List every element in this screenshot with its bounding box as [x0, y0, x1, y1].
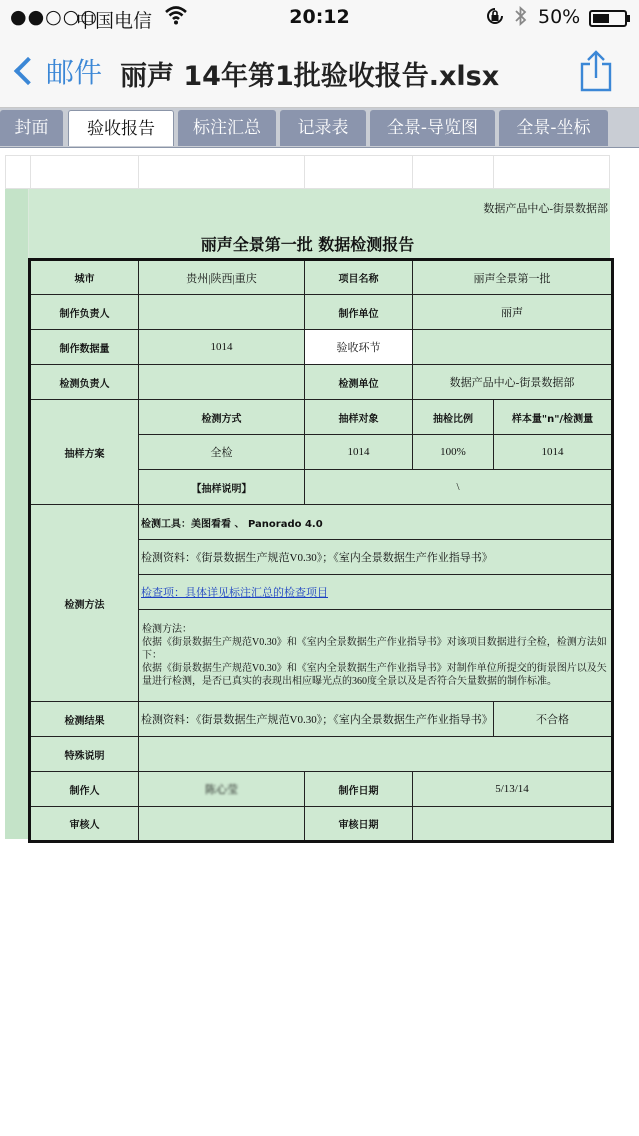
table-row	[30, 807, 613, 842]
tab-annotation-summary[interactable]: 标注汇总	[178, 110, 276, 146]
sheet-tabs	[0, 108, 639, 148]
cell-sampling-label[interactable]: 抽样方案	[30, 400, 139, 505]
cell-review-date-value[interactable]	[413, 807, 613, 842]
cell-method-value[interactable]: 全检	[139, 435, 305, 470]
cell-check-unit-label[interactable]: 检测单位	[305, 365, 413, 400]
inspection-items-link[interactable]: 检查项：具体详见标注汇总的检查项目	[139, 575, 613, 610]
cell-result-value[interactable]: 不合格	[494, 702, 613, 737]
table-row	[30, 260, 613, 295]
rotation-lock-icon	[484, 5, 506, 32]
cell-maker-unit-value[interactable]: 丽声	[413, 295, 613, 330]
document-title: 丽声 14年第1批验收报告.xlsx	[120, 61, 500, 92]
nav-bar	[0, 36, 639, 108]
cell-object-value[interactable]: 1014	[305, 435, 413, 470]
tab-record-table[interactable]: 记录表	[280, 110, 366, 146]
cell-date-label[interactable]: 制作日期	[305, 772, 413, 807]
cell-maker-unit-label[interactable]: 制作单位	[305, 295, 413, 330]
tab-panorama-overview[interactable]: 全景-导览图	[370, 110, 495, 146]
header-grid	[5, 155, 610, 189]
cell-project-value[interactable]: 丽声全景第一批	[413, 260, 613, 295]
back-button[interactable]	[12, 50, 102, 92]
cell-result-label[interactable]: 检测结果	[30, 702, 139, 737]
cell-check-unit-value[interactable]: 数据产品中心-街景数据部	[413, 365, 613, 400]
share-icon[interactable]	[578, 50, 614, 92]
cell-detect-method-label[interactable]: 检测方法	[30, 505, 139, 702]
report-title: 丽声全景第一批 数据检测报告	[200, 235, 415, 254]
cell-ratio-header[interactable]: 抽检比例	[413, 400, 494, 435]
back-label: 邮件	[46, 56, 103, 89]
cell-data-count-label[interactable]: 制作数据量	[30, 330, 139, 365]
cell-check-lead-value[interactable]	[139, 365, 305, 400]
battery-percent: 50%	[538, 6, 581, 28]
clock: 20:12	[289, 6, 350, 28]
tab-panorama-coords[interactable]: 全景-坐标	[499, 110, 608, 146]
cell-author-value[interactable]	[139, 772, 305, 807]
table-row	[30, 702, 613, 737]
cell-maker-lead-value[interactable]	[139, 295, 305, 330]
cell-check-lead-label[interactable]: 检测负责人	[30, 365, 139, 400]
cell-review-date-label[interactable]: 审核日期	[305, 807, 413, 842]
cell-author-label[interactable]: 制作人	[30, 772, 139, 807]
department-label: 数据产品中心-街景数据部	[483, 203, 608, 215]
cell-tools[interactable]: 检测工具：美图看看 、 Panorado 4.0	[139, 505, 613, 540]
cell-project-label[interactable]: 项目名称	[305, 260, 413, 295]
cell-result-materials[interactable]: 检测资料：《街景数据生产规范V0.30》；《室内全景数据生产作业指导书》	[139, 702, 494, 737]
cell-city-label[interactable]: 城市	[30, 260, 139, 295]
table-row	[30, 365, 613, 400]
cell-stage-value[interactable]	[413, 330, 613, 365]
table-row	[30, 737, 613, 772]
table-row	[30, 772, 613, 807]
table-row	[30, 505, 613, 540]
method-text-line: 依据《街景数据生产规范V0.30》和《室内全景数据生产作业指导书》对该项目数据进行全检，检测方法如下：	[142, 637, 607, 661]
cell-ratio-value[interactable]: 100%	[413, 435, 494, 470]
cell-special-label[interactable]: 特殊说明	[30, 737, 139, 772]
tab-cover[interactable]: 封面	[0, 110, 63, 146]
cell-date-value[interactable]: 5/13/14	[413, 772, 613, 807]
cell-materials[interactable]: 检测资料：《街景数据生产规范V0.30》；《室内全景数据生产作业指导书》	[139, 540, 613, 575]
method-text-line: 检测方法：	[142, 624, 192, 635]
report-table	[28, 258, 614, 843]
spreadsheet[interactable]	[5, 155, 610, 839]
cell-maker-lead-label[interactable]: 制作负责人	[30, 295, 139, 330]
carrier-name: 中国电信	[76, 10, 153, 32]
table-row	[30, 295, 613, 330]
status-bar	[0, 0, 639, 36]
cell-special-value[interactable]	[139, 737, 613, 772]
cell-object-header[interactable]: 抽样对象	[305, 400, 413, 435]
cell-sample-value[interactable]: 1014	[494, 435, 613, 470]
tab-acceptance-report[interactable]: 验收报告	[68, 110, 174, 146]
cell-method-text[interactable]	[139, 610, 613, 702]
author-name: 陈心莹	[205, 784, 238, 796]
cell-method-header[interactable]: 检测方式	[139, 400, 305, 435]
cell-sample-header[interactable]: 样本量"n"/检测量	[494, 400, 613, 435]
cell-sampling-note-label[interactable]: 【抽样说明】	[139, 470, 305, 505]
cell-data-count-value[interactable]: 1014	[139, 330, 305, 365]
chevron-left-icon	[14, 57, 42, 85]
table-row	[30, 330, 613, 365]
bluetooth-icon	[513, 5, 529, 32]
table-row	[30, 400, 613, 435]
signal-strength: ●●○○○	[10, 6, 98, 28]
cell-stage-label[interactable]: 验收环节	[305, 330, 413, 365]
row-header-column	[5, 189, 29, 839]
battery-icon	[589, 10, 627, 27]
cell-reviewer-value[interactable]	[139, 807, 305, 842]
method-text-line: 依据《街景数据生产规范V0.30》和《室内全景数据生产作业指导书》对制作单位所提交的街景图片以及矢量进行检测，是否已真实的表现出相应曝光点的360度全景以及是否符合矢量数据的制作标准。	[142, 663, 607, 687]
cell-sampling-note-value[interactable]: \	[305, 470, 613, 505]
cell-city-value[interactable]: 贵州|陕西|重庆	[139, 260, 305, 295]
cell-reviewer-label[interactable]: 审核人	[30, 807, 139, 842]
